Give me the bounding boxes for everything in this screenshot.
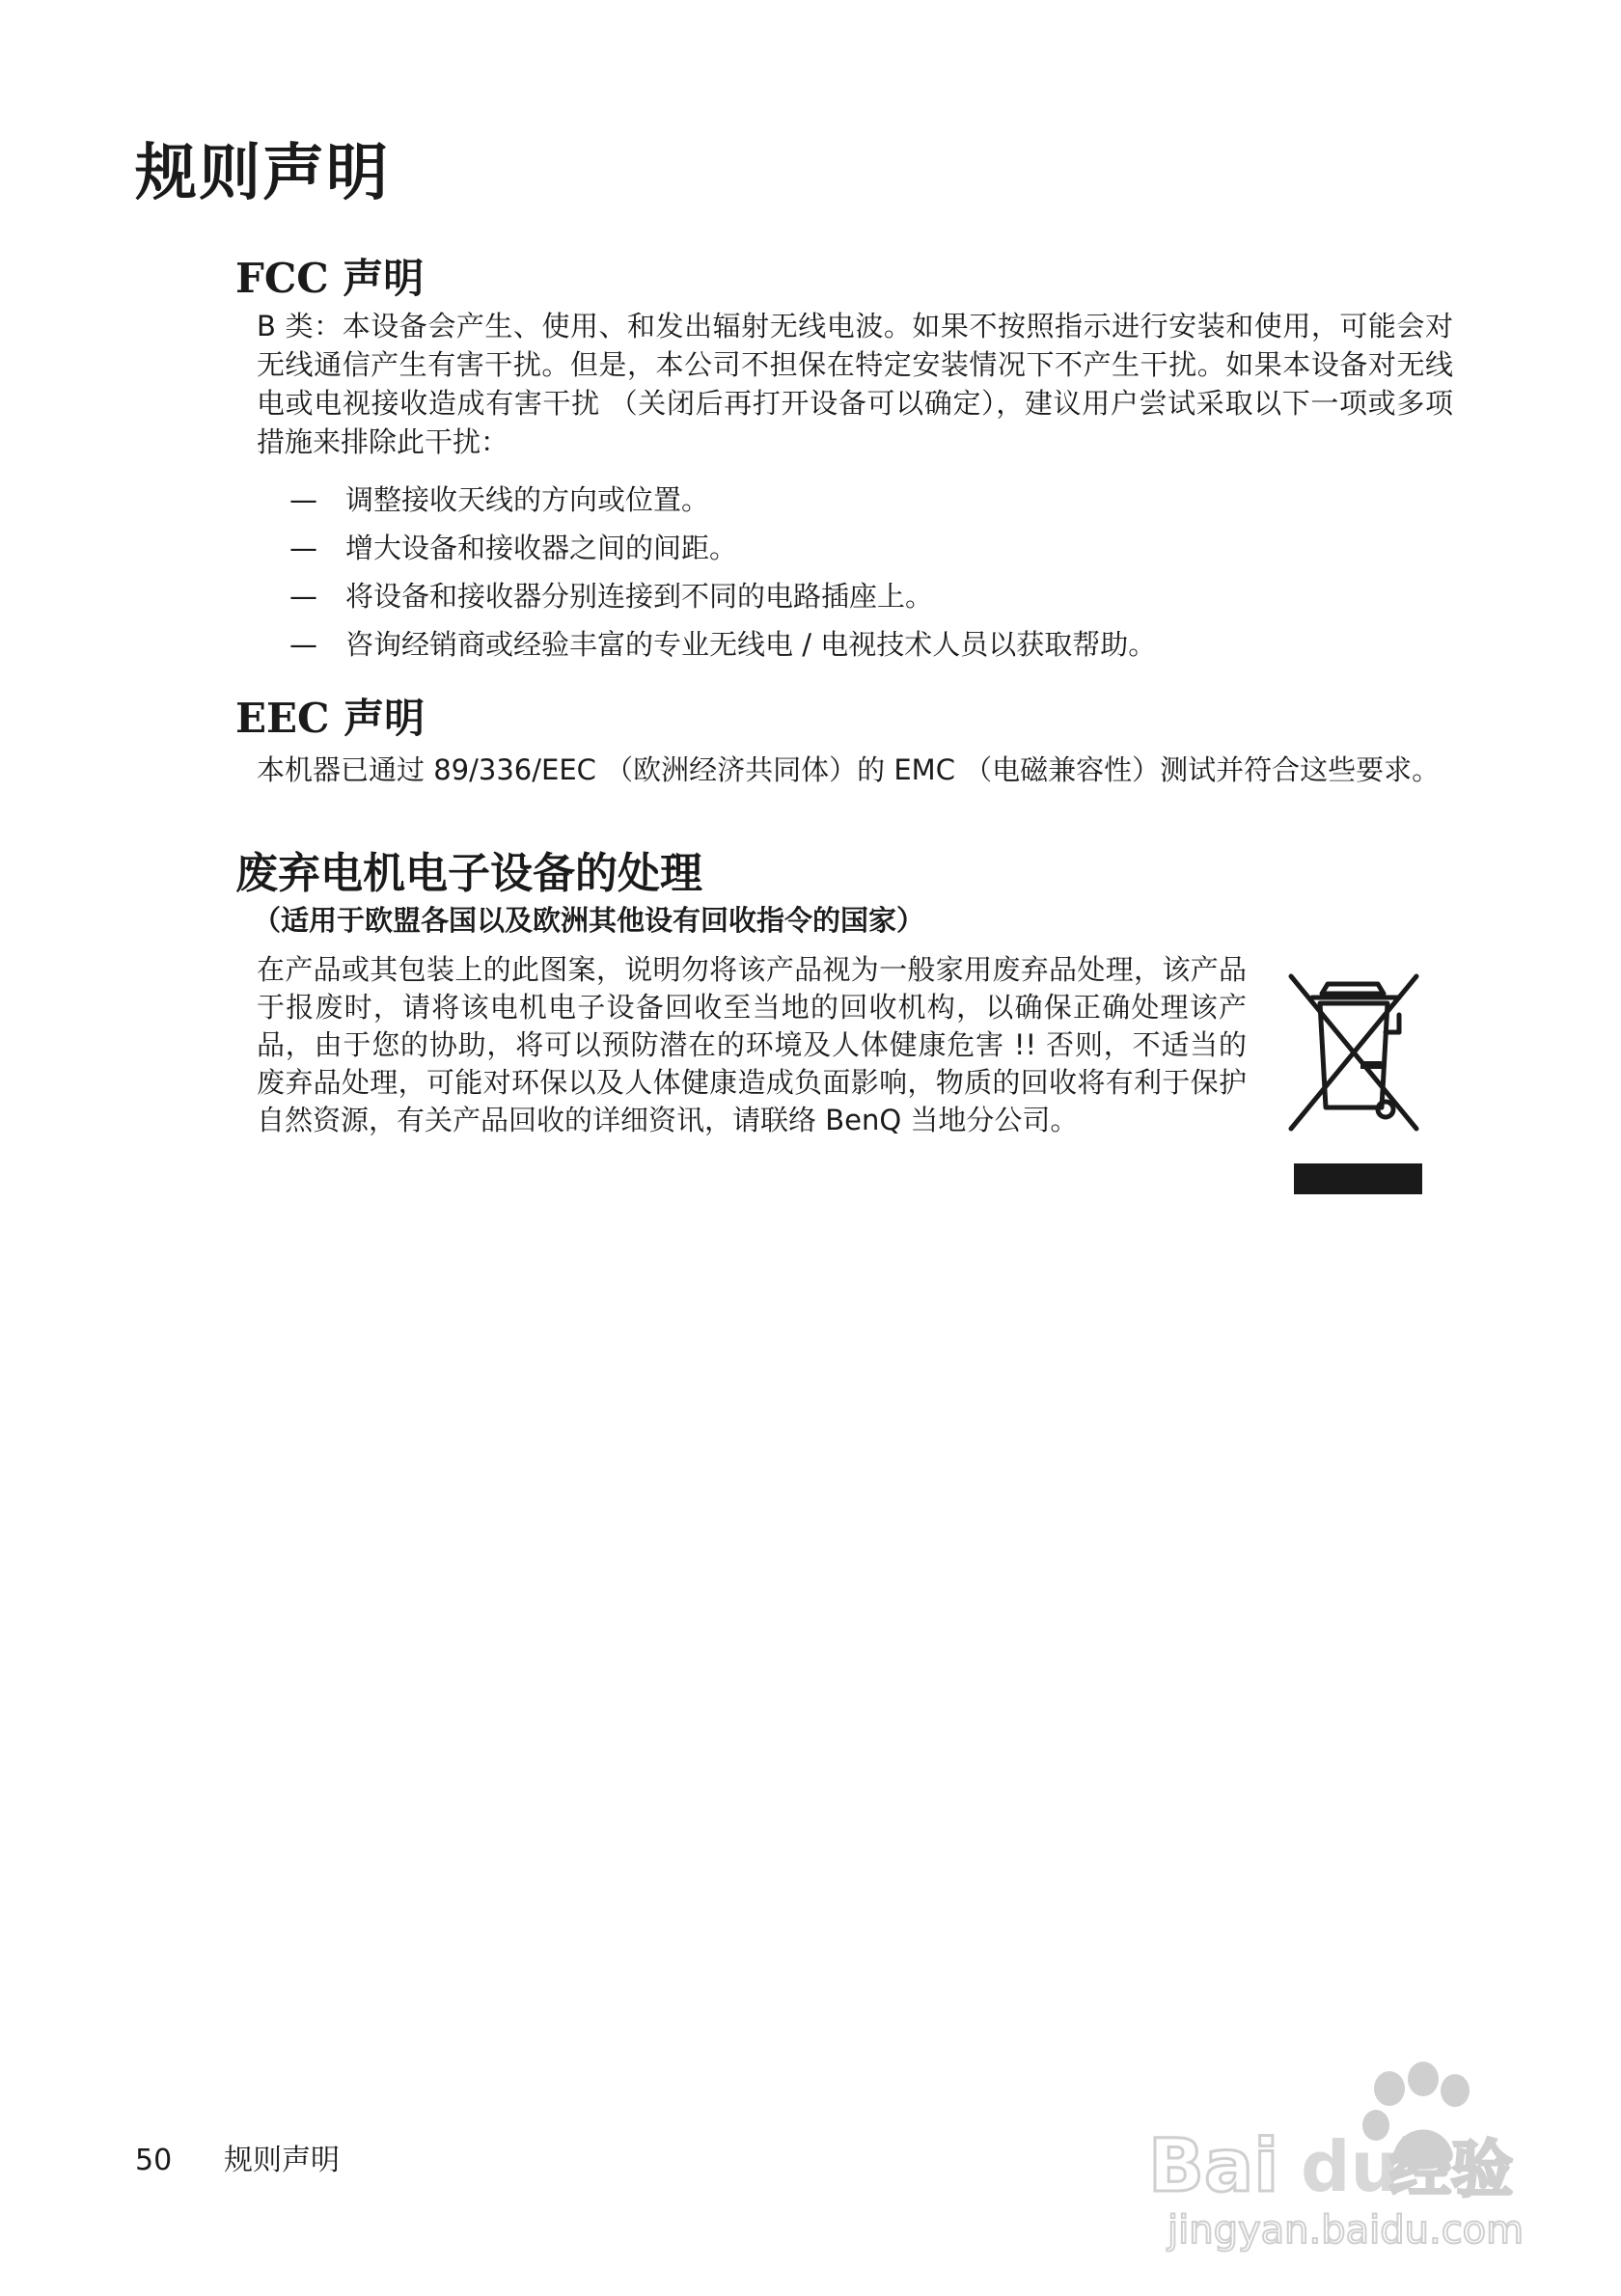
baidu-jingyan-watermark-icon xyxy=(1148,2060,1534,2253)
measure-text: 将设备和接收器分别连接到不同的电路插座上。 xyxy=(345,580,934,613)
weee-paragraph: 在产品或其包装上的此图案，说明勿将该产品视为一般家用废弃品处理，该产品于报废时，请将该电机电子设备回收至当地的回收机构，以确保正确处理该产品，由于您的协助，将可以预防潜在的环境及人体健康危害 !! 否则，不适当的废弃品处理，可能对环保以及人体健康造成负面影响，物质的回收将有利于保护自然资源，有关产品回收的详细资讯，请联络 BenQ 当地分公司。 xyxy=(257,953,1247,1136)
measure-text: 增大设备和接收器之间的间距。 xyxy=(345,532,738,564)
list-item xyxy=(289,480,1156,529)
page-number: 50 xyxy=(135,2144,173,2177)
watermark-brand: Bai xyxy=(1148,2122,1279,2208)
fcc-heading: FCC 声明 xyxy=(235,255,425,302)
weee-heading: 废弃电机电子设备的处理 xyxy=(235,849,702,898)
fcc-paragraph: B 类：本设备会产生、使用、和发出辐射无线电波。如果不按照指示进行安装和使用，可能会对无线通信产生有害干扰。但是，本公司不担保在特定安装情况下不产生干扰。如果本设备对无线电或电视接收造成有害干扰 （关闭后再打开设备可以确定），建议用户尝试采取以下一项或多项措施来排除此干扰： xyxy=(257,310,1453,458)
weee-subnote: （适用于欧盟各国以及欧洲其他设有回收指令的国家） xyxy=(253,904,925,937)
eec-heading: EEC 声明 xyxy=(235,695,426,742)
list-item xyxy=(289,529,1156,577)
dash-marker: — xyxy=(289,628,317,661)
eec-paragraph: 本机器已通过 89/336/EEC （欧洲经济共同体）的 EMC （电磁兼容性）测试并符合这些要求。 xyxy=(257,753,1441,786)
page-title: 规则声明 xyxy=(135,138,390,209)
footer-label: 规则声明 xyxy=(224,2144,340,2177)
watermark-brand2: du xyxy=(1301,2126,1400,2207)
dash-marker: — xyxy=(289,483,317,516)
list-item xyxy=(289,625,1156,673)
measure-text: 咨询经销商或经验丰富的专业无线电 / 电视技术人员以获取帮助。 xyxy=(345,628,1157,661)
crossed-out-wheelie-bin-icon xyxy=(1285,965,1422,1196)
dash-marker: — xyxy=(289,580,317,613)
measure-text: 调整接收天线的方向或位置。 xyxy=(345,483,710,516)
fcc-measures-list xyxy=(289,480,1156,673)
dash-marker: — xyxy=(289,532,317,564)
watermark-brand-cn: 经验 xyxy=(1389,2135,1513,2206)
watermark-url: jingyan.baidu.com xyxy=(1168,2208,1525,2253)
list-item xyxy=(289,577,1156,625)
